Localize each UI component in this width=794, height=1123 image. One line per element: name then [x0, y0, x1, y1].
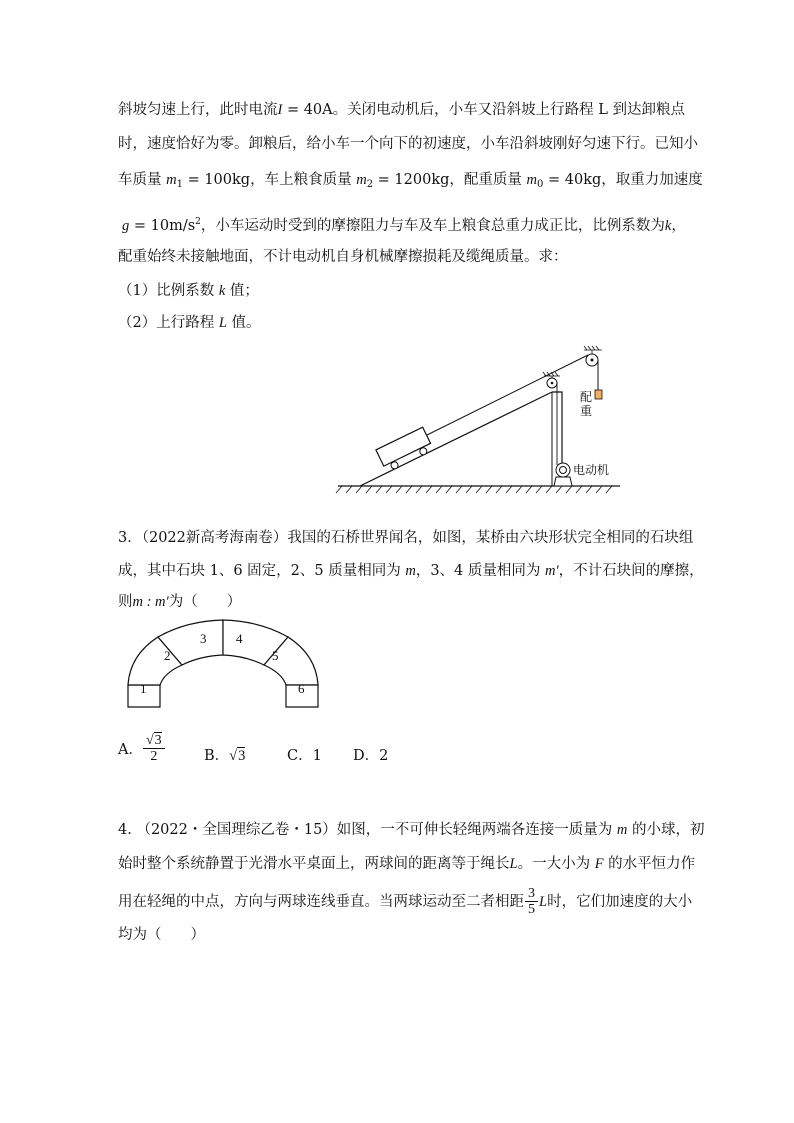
top-pulley-axle: [591, 359, 594, 362]
motor: [554, 463, 572, 486]
p2-question-2: （2）上行路程 L 值。: [118, 315, 261, 331]
option-b[interactable]: B．√3: [204, 748, 246, 764]
p2-line-1: 斜坡匀速上行，此时电流I = 40A。关闭电动机后，小车又沿斜坡上行路程 L 到达卸粮点: [118, 102, 685, 118]
p2-line-4: $g = 10m/s^2$，小车运动时受到的摩擦阻力与车及车上粮食总重力成正比，比例系数为k，: [122, 217, 686, 234]
p4-line-3: 用在轻绳的中点，方向与两球连线垂直。当两球运动至二者相距 $\frac{3}{5}$ L 时，它们加速度的大小: [118, 886, 693, 917]
block-label-4: 4: [236, 631, 243, 646]
p2-question-1: （1）比例系数 k 值；: [118, 283, 259, 299]
counterweight: [595, 390, 602, 399]
option-a[interactable]: A． $\frac{√3}{2}$: [118, 733, 165, 764]
block-label-3: 3: [200, 631, 207, 646]
p2-line-2: 时，速度恰好为零。卸粮后，给小车一个向下的初速度，小车沿斜坡刚好匀速下行。已知小: [118, 136, 698, 152]
block-label-5: 5: [272, 648, 279, 663]
arch-bridge-figure: [118, 615, 338, 715]
top-pulley-mount: [584, 346, 602, 354]
block-label-2: 2: [164, 648, 171, 663]
incline-surface: [360, 392, 552, 486]
column-pulley-axle: [551, 382, 554, 385]
p3-line-2: 成，其中石块 1、6 固定，2、5 质量相同为 m，3、4 质量相同为 m′，不计石块间的摩擦，: [118, 563, 704, 579]
counterweight-label-1: 配: [580, 390, 593, 404]
option-d[interactable]: D．2: [353, 748, 389, 764]
cable-to-top-pulley: [425, 355, 588, 436]
block-label-6: 6: [298, 681, 305, 696]
p4-line-2: 始时整个系统静置于光滑水平桌面上，两球间的距离等于绳长L。一大小为 F 的水平恒力作: [118, 856, 696, 872]
cart: [376, 427, 434, 473]
option-c[interactable]: C．1: [287, 748, 322, 764]
motor-label: 电动机: [573, 463, 610, 477]
counterweight-label-2: 重: [580, 404, 593, 418]
incline-figure: [330, 340, 630, 500]
p4-fraction: $\frac{3}{5}$: [525, 886, 538, 917]
p2-line-5: 配重始终未接触地面，不计电动机自身机械摩擦损耗及缆绳质量。求：: [118, 249, 568, 265]
option-a-fraction: $\frac{√3}{2}$: [143, 733, 165, 764]
p4-line-4: 均为（ ）: [118, 927, 205, 943]
p3-line-3: 则m : m′为（ ）: [118, 594, 242, 610]
p3-line-1: 3．（2022新高考海南卷）我国的石桥世界闻名，如图，某桥由六块形状完全相同的石块组: [118, 530, 694, 546]
block-label-1: 1: [140, 681, 147, 696]
p2-line-3: 车质量 $m_1 = 100kg$，车上粮食质量 $m_2 = 1200kg$，配重质量 $m_0 = 40kg$，取重力加速度: [118, 172, 703, 190]
p4-line-1: 4. （2022・全国理综乙卷・15）如图，一不可伸长轻绳两端各连接一质量为 m 的小球，初: [118, 822, 705, 838]
ground-hatch: [336, 486, 612, 493]
